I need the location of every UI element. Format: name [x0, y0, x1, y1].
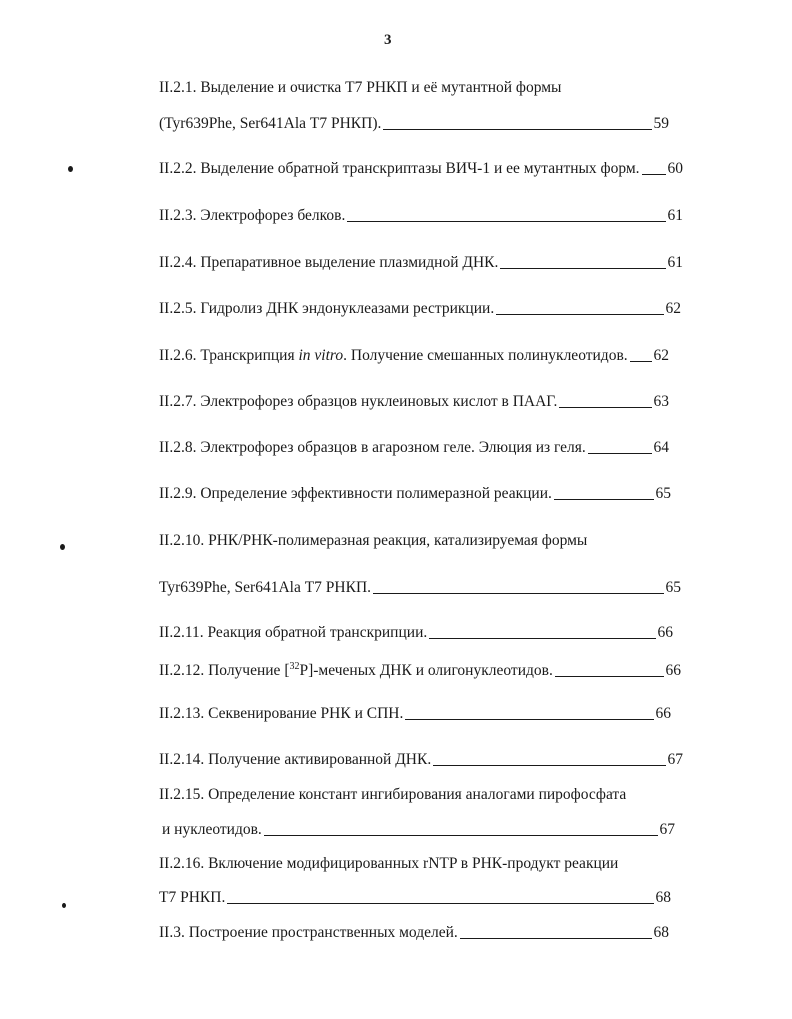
toc-entry[interactable]: [159, 299, 681, 319]
toc-entry[interactable]: [159, 206, 683, 226]
toc-entry-title: II.3. Построение пространственных моделей.: [159, 924, 458, 941]
toc-entry-title: Tyr639Phe, Ser641Ala Т7 РНКП.: [159, 579, 372, 596]
leader-line: [383, 129, 651, 130]
toc-entry-title: II.2.6. Транскрипция in vitro. Получение смешанных полинуклеотидов.: [159, 347, 628, 364]
toc-entry[interactable]: [159, 253, 683, 273]
toc-page-number: 68: [653, 924, 669, 941]
toc-page-number: 66: [655, 705, 671, 722]
toc-entry[interactable]: [159, 392, 677, 412]
leader-line: [264, 835, 658, 836]
leader-line: [554, 499, 654, 500]
leader-line: [642, 174, 666, 175]
toc-entry[interactable]: [159, 657, 681, 681]
leader-line: [373, 593, 663, 594]
page-number: 3: [384, 32, 392, 48]
leader-line: [555, 676, 664, 677]
toc-entry-title: II.2.12. Получение [$^{32}$P]-меченых ДНК и олигонуклеотидов.: [159, 661, 553, 680]
toc-entry-title: II.2.3. Электрофорез белков.: [159, 207, 346, 224]
toc-entry[interactable]: [159, 484, 677, 504]
toc-entry[interactable]: [159, 923, 677, 943]
toc-page-number: 67: [667, 751, 683, 768]
leader-line: [460, 938, 652, 939]
toc-entry-title: II.2.8. Электрофорез образцов в агарозном геле. Элюция из геля.: [159, 439, 586, 456]
toc-entry[interactable]: [159, 888, 677, 908]
toc-entry-title: и нуклеотидов.: [162, 821, 262, 838]
toc-entry[interactable]: [159, 346, 677, 366]
toc-entry-title: II.2.4. Препаративное выделение плазмидной ДНК.: [159, 254, 499, 271]
leader-line: [405, 719, 653, 720]
toc-page-number: 68: [655, 889, 671, 906]
toc-entry[interactable]: [159, 114, 677, 134]
toc-entry[interactable]: [159, 578, 681, 598]
toc-page-number: 65: [665, 579, 681, 596]
toc-page-number: 62: [665, 300, 681, 317]
toc-page-number: 61: [667, 207, 683, 224]
toc-page-number: 66: [665, 662, 681, 680]
leader-line: [429, 638, 655, 639]
toc-page-number: 67: [659, 821, 675, 838]
toc-entry-title: II.2.2. Выделение обратной транскриптазы ВИЧ-1 и ее мутантных форм.: [159, 160, 640, 177]
toc-entry-title: II.2.14. Получение активированной ДНК.: [159, 751, 432, 768]
margin-speck: [60, 544, 65, 550]
toc-page-number: 66: [657, 624, 673, 641]
toc-entry-title-line: II.2.15. Определение констант ингибирования аналогами пирофосфата: [159, 786, 627, 803]
leader-line: [559, 407, 651, 408]
toc-entry[interactable]: [159, 704, 677, 724]
toc-entry[interactable]: [159, 623, 677, 643]
toc-page-number: 59: [653, 115, 669, 132]
leader-line: [588, 453, 652, 454]
toc-entry[interactable]: [159, 820, 677, 840]
leader-line: [500, 268, 665, 269]
toc-entry-title: II.2.5. Гидролиз ДНК эндонуклеазами рестрикции.: [159, 300, 495, 317]
margin-speck: [62, 903, 66, 908]
toc-page-number: 65: [655, 485, 671, 502]
toc-entry-title-line: II.2.1. Выделение и очистка Т7 РНКП и её мутантной формы: [159, 79, 562, 96]
toc-entry-title: II.2.9. Определение эффективности полимеразной реакции.: [159, 485, 552, 502]
leader-line: [630, 361, 652, 362]
toc-page-number: 62: [653, 347, 669, 364]
toc-page-number: 64: [653, 439, 669, 456]
toc-entry-title-line: II.2.16. Включение модифицированных rNTP в РНК-продукт реакции: [159, 855, 619, 872]
leader-line: [433, 765, 665, 766]
toc-entry-title: (Tyr639Phe, Ser641Ala Т7 РНКП).: [159, 115, 382, 132]
toc-entry[interactable]: [159, 438, 677, 458]
toc-entry-title: II.2.7. Электрофорез образцов нуклеиновых кислот в ПААГ.: [159, 393, 558, 410]
toc-entry[interactable]: [159, 750, 683, 770]
toc-entry-title: II.2.13. Секвенирование РНК и СПН.: [159, 705, 404, 722]
leader-line: [496, 314, 663, 315]
toc-entry-title-line: II.2.10. РНК/РНК-полимеразная реакция, катализируемая формы: [159, 532, 588, 549]
toc-page-number: 60: [667, 160, 683, 177]
leader-line: [227, 903, 653, 904]
toc-entry-title: Т7 РНКП.: [159, 889, 226, 906]
toc-page-number: 63: [653, 393, 669, 410]
toc-entry[interactable]: [159, 159, 683, 179]
toc-page-number: 61: [667, 254, 683, 271]
toc-entry-title: II.2.11. Реакция обратной транскрипции.: [159, 624, 428, 641]
leader-line: [347, 221, 665, 222]
margin-speck: [68, 166, 73, 172]
